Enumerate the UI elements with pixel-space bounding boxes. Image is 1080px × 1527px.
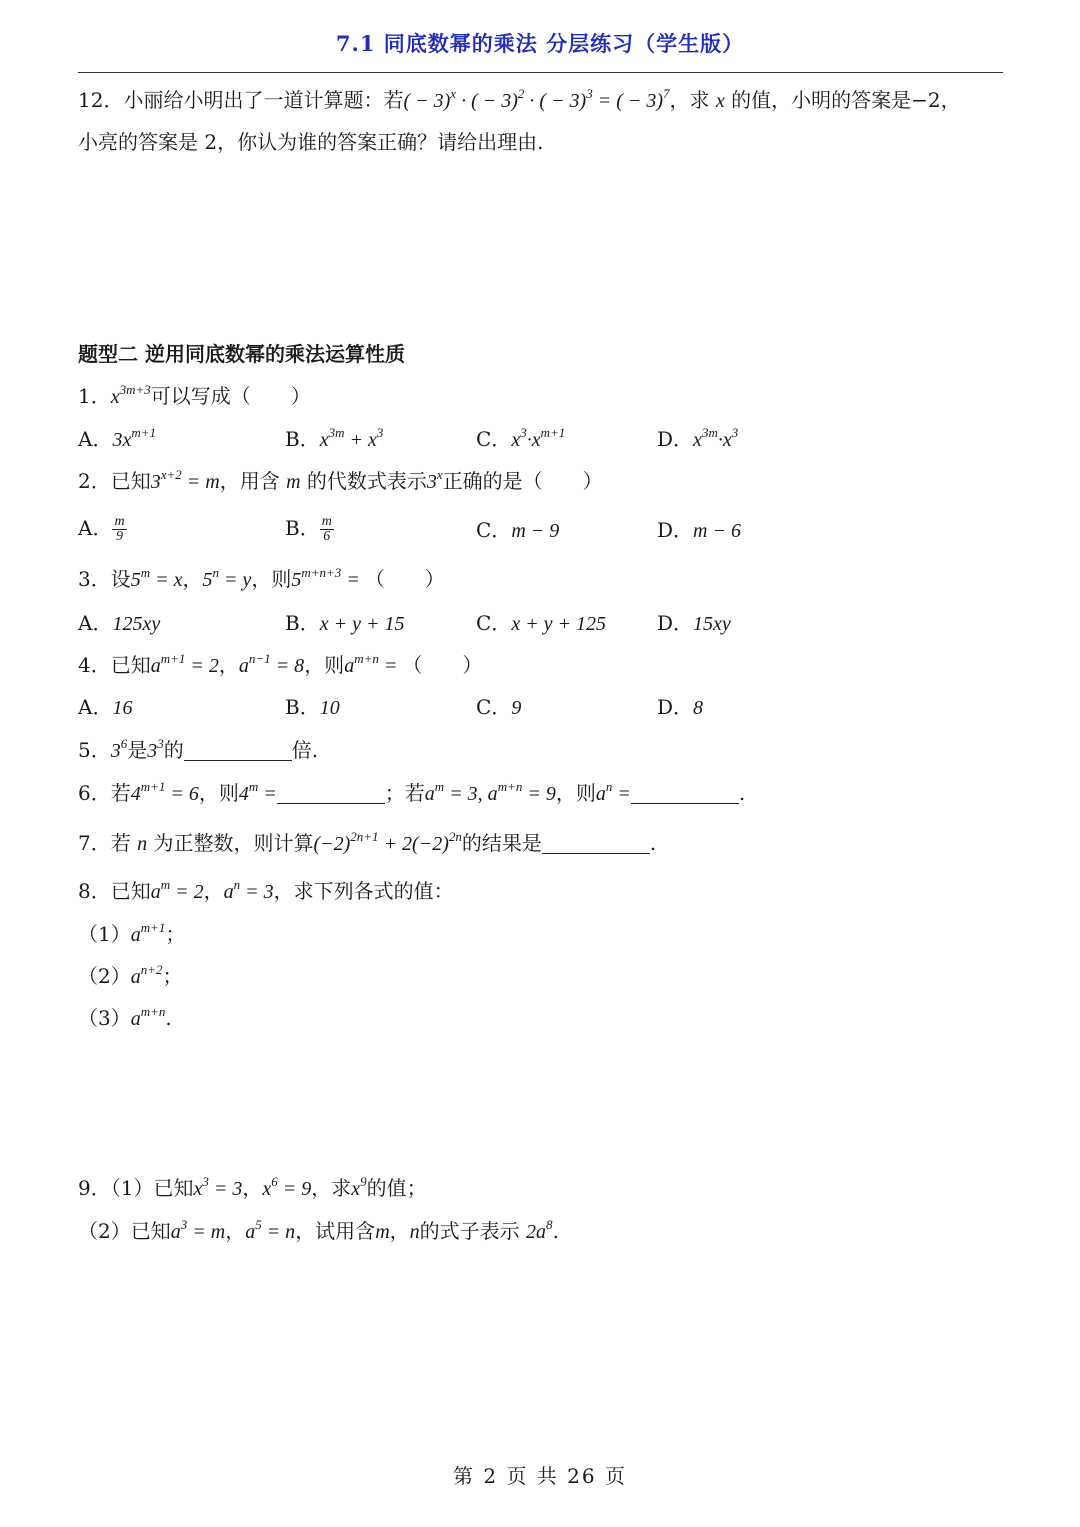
question-3: 3．设$5^m = x$，$5^n = y$，则$5^{m+n+3}$ = （ ） [78, 565, 445, 591]
q2-option-a: A． $\frac{m}{9}$ [78, 514, 125, 544]
q3-option-a: A．125xy [78, 611, 161, 635]
q2-option-c: C．m − 9 [476, 518, 560, 542]
question-12-line-1: 12．小丽给小明出了一道计算题：若( − 3)$^x$ · ( − 3)$^2$ · ( − 3)$^3$ = ( − 3)$^7$，求 x 的值，小明的答案是−2， [78, 86, 961, 112]
question-5: 5．$3^6$是$3^3$的 倍. [78, 736, 319, 762]
answer-blank[interactable] [277, 781, 385, 804]
q2-option-b: B． $\frac{m}{6}$ [285, 514, 332, 544]
q3-option-c: C．x + y + 125 [476, 611, 607, 635]
question-7: 7．若 n 为正整数，则计算$(-2)^{2n+1} + 2(-2)^{2n}$的结果是 . [78, 829, 657, 855]
q4-option-d: D．8 [657, 695, 704, 719]
q12-expression: ( − 3)$^x$ · ( − 3)$^2$ · ( − 3)$^3$ = ( − 3)$^7$ [403, 86, 670, 112]
q4-option-a: A．16 [78, 695, 133, 719]
q4-option-c: C．9 [476, 695, 522, 719]
question-9-line-2: （2）已知$a^3 = m$，$a^5 = n$，试用含m，n的式子表示 $2a^8$. [78, 1217, 559, 1243]
answer-blank[interactable] [542, 831, 650, 854]
q1-option-d: D．$x^{3m}\cdot x^3$ [657, 425, 739, 451]
question-2: 2．已知$3^{x+2} = m$，用含 m 的代数式表示3$^x$正确的是（ ） [78, 467, 603, 493]
q2-option-d: D．m − 6 [657, 518, 741, 542]
question-4: 4．已知$a^{m+1} = 2$，$a^{n-1} = 8$，则$a^{m+n}$ = （ ） [78, 651, 483, 677]
q4-option-b: B．10 [285, 695, 340, 719]
q1-option-b: B．$x^{3m} + x^3$ [285, 425, 384, 451]
fraction: $\frac{m}{9}$ [114, 514, 125, 544]
question-8: 8．已知$a^m = 2$，$a^n = 3$，求下列各式的值： [78, 877, 454, 903]
q1-option-a: A．$3x^{m+1}$ [78, 425, 157, 451]
q8-sub-1: $(1)a^{m+1}$； [78, 920, 186, 946]
q1-option-c: C．$x^3\cdot x^{m+1}$ [476, 425, 566, 451]
question-9-line-1: 9．（1）已知$x^3 = 3$，$x^6 = 9$，求$x^9$的值； [78, 1174, 427, 1200]
page-header: 7.1 同底数幂的乘法 分层练习（学生版） [335, 31, 745, 56]
q12-text-a: 小丽给小明出了一道计算题：若 [123, 88, 404, 112]
question-12-line-2: 小亮的答案是 2，你认为谁的答案正确？请给出理由. [78, 130, 544, 154]
section-title: 题型二 逆用同底数幂的乘法运算性质 [78, 342, 405, 366]
page-footer: 第 2 页 共 26 页 [453, 1464, 627, 1488]
q12-number: 12． [78, 88, 124, 112]
q8-sub-2: $(2)a^{n+2}$； [78, 962, 183, 988]
header-rule [78, 72, 1003, 73]
question-6: 6．若$4^{m+1} = 6$，则$4^m$ = ；若$a^m = 3$, $a^{m+n} = 9$，则$a^n$ = . [78, 779, 746, 805]
question-1: 1．$x^{3m+3}$可以写成（ ） [78, 382, 311, 408]
fraction: $\frac{m}{6}$ [321, 514, 332, 544]
answer-blank[interactable] [631, 781, 739, 804]
q3-option-b: B．x + y + 15 [285, 611, 405, 635]
q3-option-d: D．15xy [657, 611, 731, 635]
answer-blank[interactable] [184, 738, 292, 761]
q8-sub-3: $(3)a^{m+n}$. [78, 1004, 172, 1030]
